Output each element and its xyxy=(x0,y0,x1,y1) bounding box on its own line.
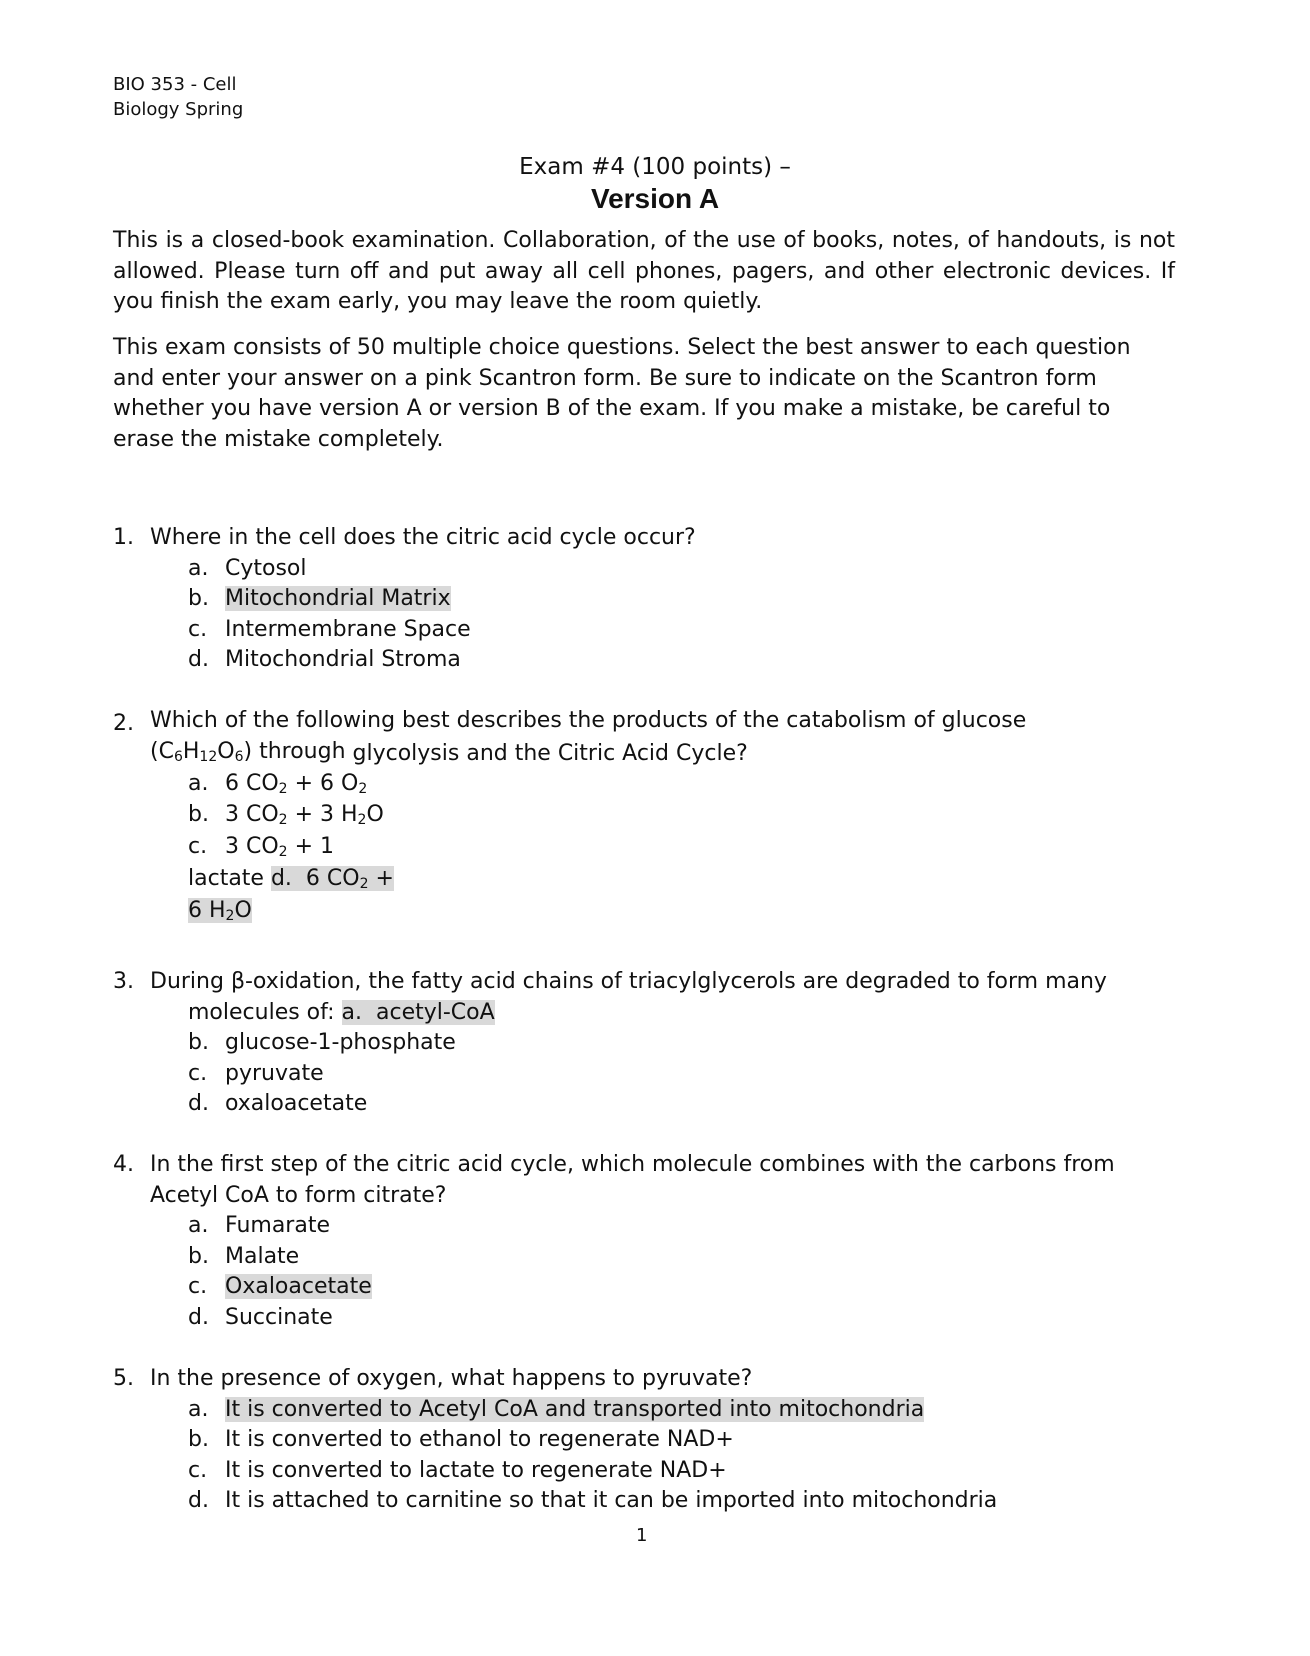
choice-d xyxy=(188,864,394,895)
choice-text: It is converted to lactate to regenerate NAD+ xyxy=(225,1457,727,1483)
formula-glucose: $(C_6H_{12}O_6)$ through xyxy=(150,738,346,765)
choice-letter: c. xyxy=(188,616,208,642)
choice-b xyxy=(188,800,384,831)
choice-c xyxy=(188,615,471,646)
choice-b xyxy=(188,1425,734,1456)
choice-c xyxy=(188,1456,727,1487)
choice-text: oxaloacetate xyxy=(225,1091,368,1116)
question-number: 2. xyxy=(113,711,134,736)
question-text-line: Acetyl CoA to form citrate? xyxy=(150,1182,447,1208)
question-text: In the presence of oxygen, what happens to pyruvate? xyxy=(150,1366,753,1391)
choice-text: It is converted to ethanol to regenerate NAD+ xyxy=(225,1427,734,1452)
choice-text: Malate xyxy=(225,1243,300,1269)
choice-letter: b. xyxy=(188,1030,209,1055)
choice-text: 3 $CO_2 + 1$ xyxy=(225,834,335,860)
choice-c xyxy=(188,1059,324,1090)
question-text-line: In the first step of the citric acid cycle, which molecule combines with the carbons from xyxy=(150,1152,1115,1177)
choice-letter: a. xyxy=(188,1396,209,1422)
question-text: Where in the cell does the citric acid cycle occur? xyxy=(150,525,696,550)
choice-text: It is attached to carnitine so that it can be imported into mitochondria xyxy=(225,1488,998,1513)
choice-text: Mitochondrial Stroma xyxy=(225,647,461,672)
choice-letter: d. xyxy=(188,1091,209,1116)
choice-letter: c. xyxy=(188,1060,208,1086)
page-number: 1 xyxy=(636,1525,648,1546)
question-text: During β-oxidation, the fatty acid chains of triacylglycerols are degraded to form many xyxy=(150,969,1107,994)
choice-a xyxy=(188,1395,924,1426)
choice-letter: a. xyxy=(188,555,209,581)
course-label xyxy=(113,72,243,122)
choice-letter: d. xyxy=(188,1488,209,1513)
choice-d-continued xyxy=(188,896,252,927)
instructions-line: erase the mistake completely. xyxy=(113,426,444,452)
question-text xyxy=(150,1150,1190,1211)
choice-text: lactate xyxy=(188,866,271,891)
question-text xyxy=(150,706,1190,767)
choice-text-highlighted: d. 6 $CO_2$ + xyxy=(270,866,394,892)
choice-text: Cytosol xyxy=(225,555,307,581)
choice-letter: c. xyxy=(188,834,208,859)
instructions-line: and enter your answer on a pink Scantron form. Be sure to indicate on the Scantron form xyxy=(113,365,1097,391)
instructions-paragraph-1: This is a closed-book examination. Collaboration, of the use of books, notes, of handouts, is not allowed. Please turn off and put away all cell phones, pagers, and other electronic devices. If you finish the exam early, you may leave the room quietly. xyxy=(113,228,1175,314)
choice-a xyxy=(188,769,367,800)
choice-d xyxy=(188,1089,367,1120)
course-line-1: BIO 353 - Cell xyxy=(113,74,237,95)
choice-text: glucose-1-phosphate xyxy=(225,1030,456,1055)
choice-text: Fumarate xyxy=(225,1213,330,1238)
choice-text: Succinate xyxy=(225,1304,333,1330)
question-text-line: glycolysis and the Citric Acid Cycle? xyxy=(345,740,748,766)
choice-d xyxy=(188,645,461,676)
question-number: 3. xyxy=(113,969,134,994)
choice-a xyxy=(188,554,307,585)
question-number: 4. xyxy=(113,1152,134,1177)
choice-b xyxy=(188,1028,456,1059)
choice-text-highlighted: 6 $H_2O$ xyxy=(188,898,252,924)
choice-letter: b. xyxy=(188,802,209,827)
choice-text: Intermembrane Space xyxy=(225,616,471,642)
choice-text-highlighted: Oxaloacetate xyxy=(225,1274,372,1299)
choice-text: 3 $CO_2 + 3$ $H_2O$ xyxy=(225,802,384,828)
choice-b xyxy=(188,584,451,615)
choice-text: pyruvate xyxy=(225,1060,324,1086)
choice-text: 6 $CO_2 + 6$ $O_2$ xyxy=(225,771,368,797)
choice-letter: d. xyxy=(188,647,209,672)
choice-text-highlighted: It is converted to Acetyl CoA and transported into mitochondria xyxy=(225,1396,925,1422)
question-number: 5. xyxy=(113,1366,134,1391)
choice-letter: a. xyxy=(188,771,209,796)
choice-a xyxy=(188,1211,330,1242)
choice-text-highlighted: Mitochondrial Matrix xyxy=(225,586,451,611)
choice-letter: a. xyxy=(188,1213,209,1238)
choice-d xyxy=(188,1486,997,1517)
choice-letter: c. xyxy=(188,1274,208,1299)
instructions-paragraph-2 xyxy=(113,333,1175,455)
choice-letter: b. xyxy=(188,1243,209,1269)
instructions-line: whether you have version A or version B of the exam. If you make a mistake, be careful to xyxy=(113,396,1111,421)
question-text-line: Which of the following best describes the products of the catabolism of glucose xyxy=(150,708,1027,733)
choice-letter: c. xyxy=(188,1457,208,1483)
choice-text-highlighted: a. acetyl-CoA xyxy=(341,999,495,1025)
instructions-line: This exam consists of 50 multiple choice questions. Select the best answer to each question xyxy=(113,335,1131,360)
choice-d xyxy=(188,1303,333,1334)
choice-a xyxy=(188,998,495,1029)
choice-letter: d. xyxy=(188,1304,209,1330)
question-number: 1. xyxy=(113,525,134,550)
choice-letter: b. xyxy=(188,1427,209,1452)
question-text-line: molecules of: xyxy=(188,999,342,1025)
course-line-2: Biology Spring xyxy=(113,99,244,120)
choice-b xyxy=(188,1242,299,1273)
choice-c xyxy=(188,1272,372,1303)
choice-c xyxy=(188,832,334,863)
choice-letter: b. xyxy=(188,586,209,611)
exam-version: Version A xyxy=(590,183,720,214)
exam-title: Exam #4 (100 points) – xyxy=(519,154,791,180)
